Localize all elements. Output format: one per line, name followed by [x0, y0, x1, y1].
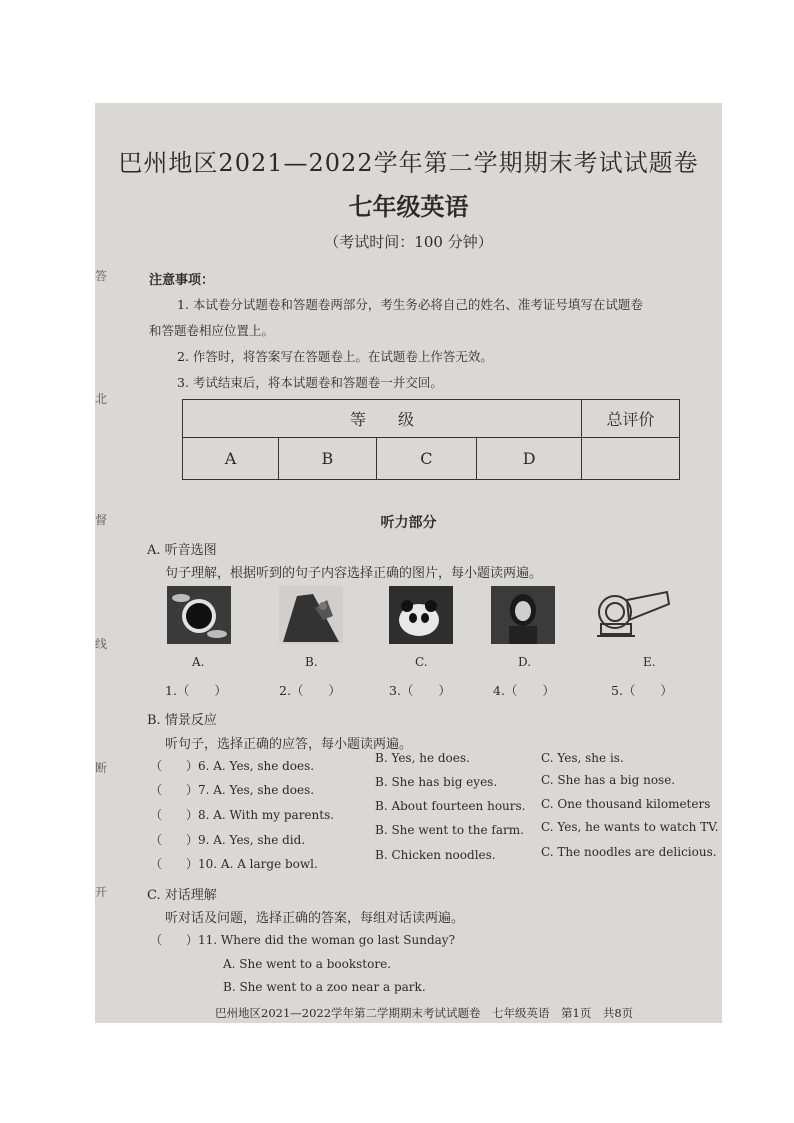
question-11-option-a: A. She went to a bookstore. — [223, 957, 391, 971]
question-7-option-c: C. She has a big nose. — [541, 773, 676, 787]
question-9-option-b: B. She went to the farm. — [375, 823, 524, 837]
notice-item: 2. 作答时，将答案写在答题卷上。在试题卷上作答无效。 — [177, 349, 493, 364]
grade-cell: B — [279, 438, 376, 480]
partC-instruction: 听对话及问题，选择正确的答案，每组对话读两遍。 — [165, 911, 465, 926]
picture-label: E. — [643, 655, 656, 669]
question-7-option-a: （ ）7. A. Yes, she does. — [150, 783, 315, 797]
exam-title: 巴州地区2021—2022学年第二学期期末考试试题卷 — [118, 149, 699, 177]
picture-label: A. — [192, 655, 205, 669]
partA-heading: A. 听音选图 — [147, 543, 217, 558]
grade-cell: D — [477, 438, 582, 480]
exam-paper — [95, 103, 722, 1023]
question-7-option-b: B. She has big eyes. — [375, 775, 498, 789]
margin-char: 线 — [95, 637, 108, 651]
question-8-option-b: B. About fourteen hours. — [375, 799, 526, 813]
panda-picture — [389, 586, 453, 644]
question-9-option-c: C. Yes, he wants to watch TV. — [541, 820, 719, 834]
mountain-picture — [279, 586, 343, 644]
question-11-option-b: B. She went to a zoo near a park. — [223, 980, 426, 994]
eclipse-picture — [167, 586, 231, 644]
margin-char: 断 — [95, 761, 108, 775]
question-10-option-b: B. Chicken noodles. — [375, 848, 496, 862]
grade-header: 等 级 — [183, 400, 582, 438]
picture-label: C. — [415, 655, 428, 669]
notice-item: 和答题卷相应位置上。 — [149, 323, 275, 338]
notice-item: 1. 本试卷分试题卷和答题卷两部分，考生务必将自己的姓名、准考证号填写在试题卷 — [177, 297, 643, 312]
question-6-option-a: （ ）6. A. Yes, she does. — [150, 759, 315, 773]
question-8-option-a: （ ）8. A. With my parents. — [150, 808, 335, 822]
margin-char: 北 — [95, 392, 108, 406]
answer-blank: 5.（ ） — [611, 683, 673, 698]
partA-instruction: 句子理解，根据听到的句子内容选择正确的图片，每小题读两遍。 — [165, 566, 543, 581]
grade-cell: C — [376, 438, 477, 480]
question-9-option-a: （ ）9. A. Yes, she did. — [150, 833, 306, 847]
exam-subtitle: 七年级英语 — [348, 192, 469, 221]
answer-blank: 4.（ ） — [493, 683, 555, 698]
notice-heading: 注意事项： — [149, 273, 215, 288]
margin-char: 开 — [95, 885, 108, 899]
margin-char: 答 — [95, 269, 108, 283]
question-8-option-c: C. One thousand kilometers — [541, 797, 711, 811]
total-cell — [582, 438, 680, 480]
listening-section-title: 听力部分 — [380, 515, 437, 531]
question-6-option-b: B. Yes, he does. — [375, 751, 470, 765]
answer-blank: 3.（ ） — [389, 683, 451, 698]
partB-instruction: 听句子，选择正确的应答，每小题读两遍。 — [165, 737, 413, 752]
picture-label: D. — [518, 655, 532, 669]
question-10-option-c: C. The noodles are delicious. — [541, 845, 717, 859]
exam-time: （考试时间：100 分钟） — [324, 233, 493, 251]
total-evaluation: 总评价 — [582, 400, 680, 438]
woman-picture — [491, 586, 555, 644]
answer-blank: 1.（ ） — [165, 683, 227, 698]
margin-char: 督 — [95, 513, 108, 527]
answer-blank: 2.（ ） — [279, 683, 341, 698]
grade-cell: A — [183, 438, 279, 480]
question-11: （ ）11. Where did the woman go last Sunday? — [150, 933, 456, 947]
notice-item: 3. 考试结束后，将本试题卷和答题卷一并交回。 — [177, 375, 443, 390]
partC-heading: C. 对话理解 — [147, 888, 217, 903]
question-10-option-a: （ ）10. A. A large bowl. — [150, 857, 318, 871]
picture-label: B. — [305, 655, 318, 669]
partB-heading: B. 情景反应 — [147, 713, 217, 728]
grade-table — [182, 399, 680, 480]
train-picture — [593, 586, 673, 644]
page-footer: 巴州地区2021—2022学年第二学期期末考试试题卷 七年级英语 第1页 共8页 — [215, 1006, 634, 1020]
question-6-option-c: C. Yes, she is. — [541, 751, 624, 765]
